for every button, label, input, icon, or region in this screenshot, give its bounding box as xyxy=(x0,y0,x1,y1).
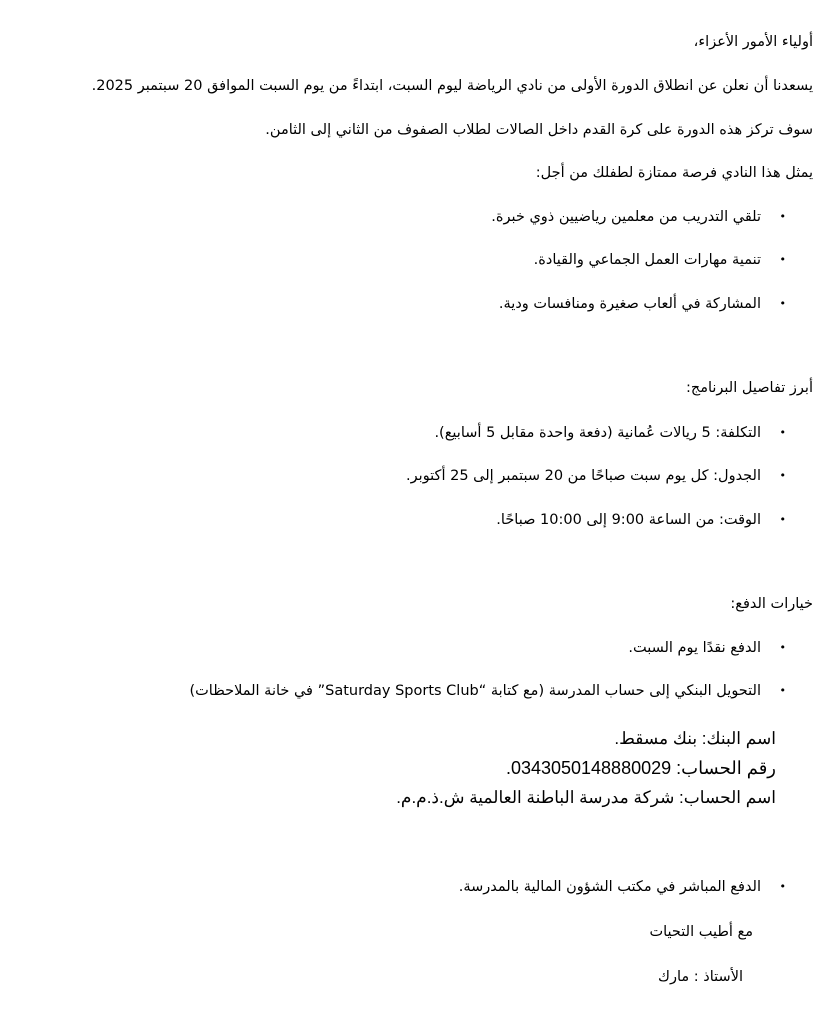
benefit-item xyxy=(499,294,786,314)
payment-option xyxy=(628,638,786,658)
payment-option xyxy=(190,681,787,701)
program-time: الوقت: من الساعة 9:00 إلى 10:00 صباحًا. xyxy=(496,512,761,528)
account-number: رقم الحساب: 0343050148880029. xyxy=(505,758,776,778)
benefit-item xyxy=(534,250,786,270)
program-schedule: الجدول: كل يوم سبت صباحًا من 20 سبتمبر إلى 25 أكتوبر. xyxy=(406,468,761,484)
bullet-icon: • xyxy=(779,513,786,526)
program-item xyxy=(496,510,786,530)
bullet-icon: • xyxy=(779,426,786,439)
payment-cash: الدفع نقدًا يوم السبت. xyxy=(628,640,761,656)
payment-direct: الدفع المباشر في مكتب الشؤون المالية بالمدرسة. xyxy=(458,879,761,895)
benefit-item xyxy=(491,207,786,227)
payment-bank-transfer: التحويل البنكي إلى حساب المدرسة (مع كتابة “Saturday Sports Club” في خانة الملاحظات) xyxy=(189,683,761,699)
closing-regards: مع أطيب التحيات xyxy=(649,924,753,940)
benefit-text: تنمية مهارات العمل الجماعي والقيادة. xyxy=(533,252,761,268)
bullet-icon: • xyxy=(779,880,786,893)
benefit-text: المشاركة في ألعاب صغيرة ومنافسات ودية. xyxy=(498,296,761,312)
intro-announcement: يسعدنا أن نعلن عن انطلاق الدورة الأولى من نادي الرياضة ليوم السبت، ابتداءً من يوم السبت الموافق 20 سبتمبر 2025. xyxy=(91,78,813,94)
bank-name: اسم البنك: بنك مسقط. xyxy=(614,729,776,748)
bullet-icon: • xyxy=(779,469,786,482)
bullet-icon: • xyxy=(779,641,786,654)
signature: الأستاذ : مارك xyxy=(658,969,743,985)
program-cost: التكلفة: 5 ريالات عُمانية (دفعة واحدة مقابل 5 أسابيع). xyxy=(434,425,761,441)
program-item xyxy=(406,466,786,486)
intro-focus: سوف تركز هذه الدورة على كرة القدم داخل الصالات لطلاب الصفوف من الثاني إلى الثامن. xyxy=(265,122,813,138)
account-name: اسم الحساب: شركة مدرسة الباطنة العالمية ش.ذ.م.م. xyxy=(396,788,776,807)
program-item xyxy=(434,423,786,443)
greeting: أولياء الأمور الأعزاء، xyxy=(693,34,813,50)
payment-option xyxy=(459,877,786,897)
benefit-text: تلقي التدريب من معلمين رياضيين ذوي خبرة. xyxy=(491,209,761,225)
bullet-icon: • xyxy=(779,684,786,697)
payment-heading: خيارات الدفع: xyxy=(730,596,813,612)
bullet-icon: • xyxy=(779,253,786,266)
bullet-icon: • xyxy=(779,210,786,223)
bullet-icon: • xyxy=(779,297,786,310)
program-heading: أبرز تفاصيل البرنامج: xyxy=(685,380,813,396)
intro-opportunity: يمثل هذا النادي فرصة ممتازة لطفلك من أجل: xyxy=(535,165,813,181)
